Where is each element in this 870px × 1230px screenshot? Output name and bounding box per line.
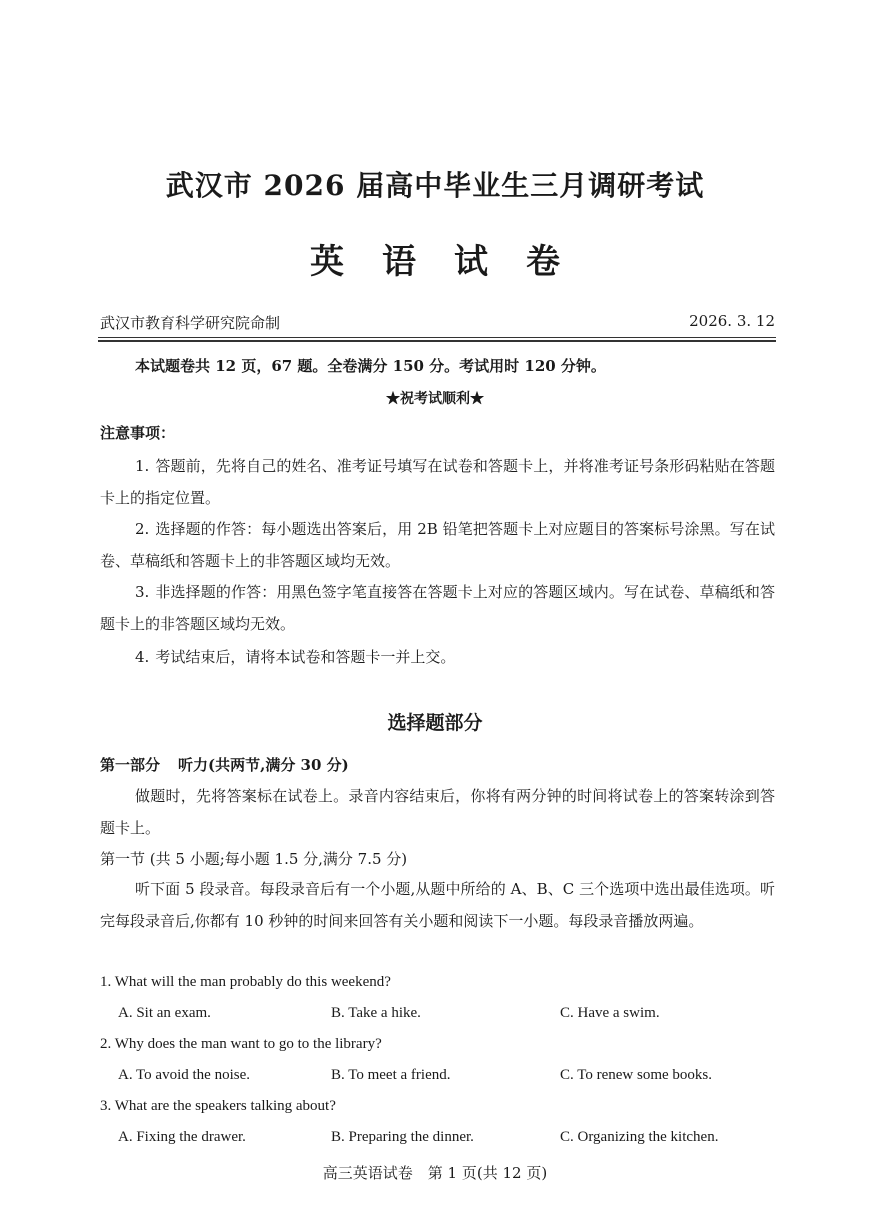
option-c: C. Have a swim.	[560, 1005, 660, 1021]
section1-instruction: 听下面 5 段录音。每段录音后有一个小题,从题中所给的 A、B、C 三个选项中选出最佳选项。听完每段录音后,你都有 10 秒钟的时间来回答有关小题和阅读下一小题。每段录音播放两遍。	[100, 880, 775, 930]
subject-title: 英语试卷	[310, 242, 598, 282]
page-footer: 高三英语试卷 第 1 页(共 12 页)	[322, 1164, 548, 1182]
option-c: C. To renew some books.	[560, 1067, 712, 1083]
notice-item-2	[100, 513, 775, 577]
blessing-line: ★祝考试顺利★	[386, 391, 484, 407]
question-1: 1. What will the man probably do this weekend?	[100, 974, 391, 990]
option-a: A. Sit an exam.	[118, 1005, 211, 1021]
part1-instruction: 做题时，先将答案标在试卷上。录音内容结束后，你将有两分钟的时间将试卷上的答案转涂到答题卡上。	[100, 787, 775, 837]
notice-item-3	[100, 576, 775, 640]
notice-item-4	[100, 641, 775, 673]
exam-title: 武汉市 2026 届高中毕业生三月调研考试	[165, 169, 705, 202]
notice-item-1	[100, 450, 775, 514]
part1-heading	[100, 754, 349, 775]
option-c: C. Organizing the kitchen.	[560, 1129, 719, 1145]
option-a: A. To avoid the noise.	[118, 1067, 250, 1083]
header-divider-thick	[98, 340, 776, 342]
option-b: B. To meet a friend.	[331, 1067, 451, 1083]
notice-item-text: 答题前，先将自己的姓名、准考证号填写在试卷和答题卡上，并将准考证号条形码粘贴在答题卡上的指定位置。	[100, 457, 775, 507]
notice-heading: 注意事项：	[100, 424, 176, 442]
notice-item-number: 4.	[135, 648, 150, 666]
issuer-label: 武汉市教育科学研究院命制	[100, 314, 281, 332]
option-b: B. Take a hike.	[331, 1005, 421, 1021]
notice-item-number: 2.	[135, 520, 150, 538]
notice-item-number: 1.	[135, 457, 150, 475]
header-divider-thin	[98, 337, 776, 338]
meta-row	[100, 312, 775, 333]
notice-item-text: 非选择题的作答：用黑色签字笔直接答在答题卡上对应的答题区域内。写在试卷、草稿纸和答题卡上的非答题区域均无效。	[100, 583, 775, 633]
exam-intro: 本试题卷共 12 页，67 题。全卷满分 150 分。考试用时 120 分钟。	[135, 357, 606, 375]
part1-name: 听力(共两节,满分 30 分)	[178, 756, 349, 774]
notice-item-text: 考试结束后，请将本试卷和答题卡一并上交。	[155, 648, 456, 666]
question-3: 3. What are the speakers talking about?	[100, 1098, 336, 1114]
question-2: 2. Why does the man want to go to the library?	[100, 1036, 382, 1052]
section-title: 选择题部分	[387, 712, 483, 734]
notice-item-number: 3.	[135, 583, 150, 601]
option-a: A. Fixing the drawer.	[118, 1129, 246, 1145]
exam-date: 2026. 3. 12	[689, 312, 775, 330]
section1-heading: 第一节 (共 5 小题;每小题 1.5 分,满分 7.5 分)	[100, 850, 408, 868]
notice-item-text: 选择题的作答：每小题选出答案后，用 2B 铅笔把答题卡上对应题目的答案标号涂黑。写在试卷、草稿纸和答题卡上的非答题区域均无效。	[100, 520, 775, 570]
option-b: B. Preparing the dinner.	[331, 1129, 474, 1145]
part1-label: 第一部分	[100, 756, 161, 774]
